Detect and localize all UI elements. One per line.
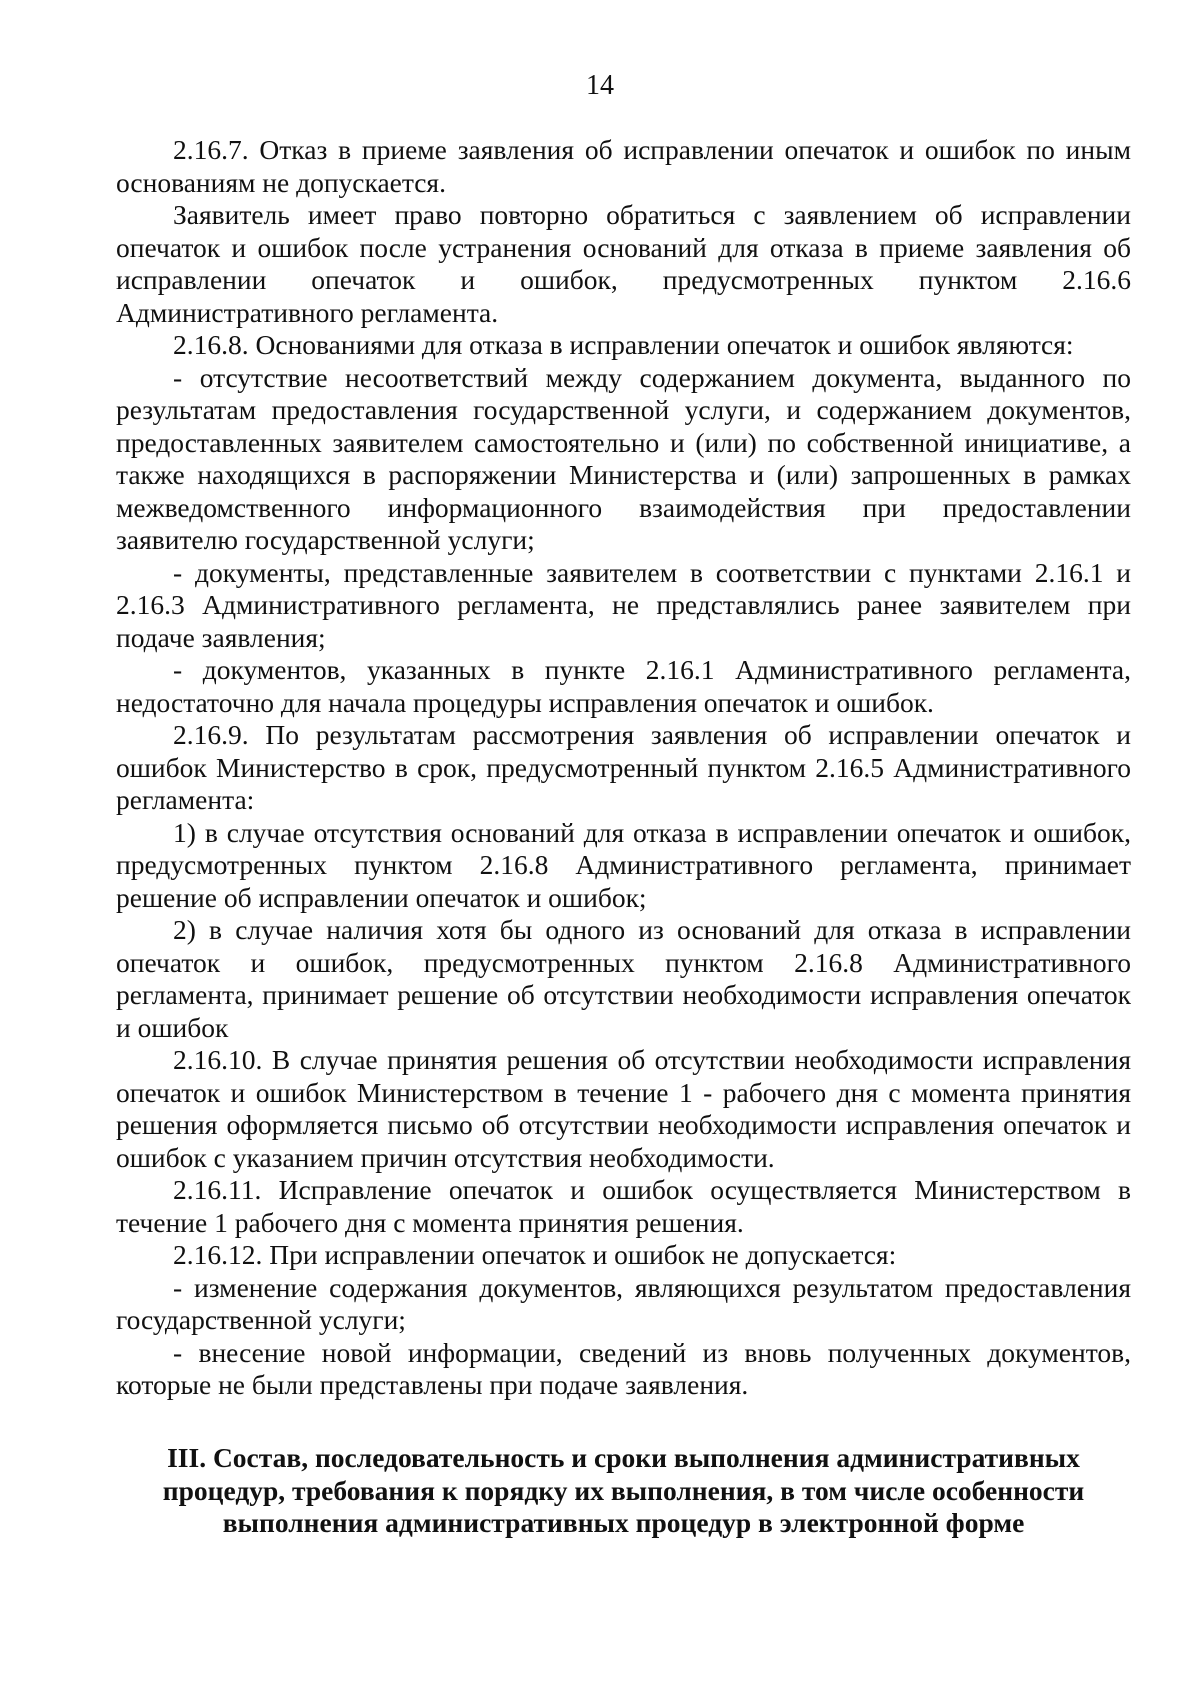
paragraph-2-16-8: 2.16.8. Основаниями для отказа в исправлении опечаток и ошибок являются: xyxy=(173,329,1074,360)
list-item-no-discrepancies: - отсутствие несоответствий между содержанием документа, выданного по результатам предоставления государственной услуги, и содержанием документов, предоставленных заявителем самостоятельно и (или) по собственной инициативе, а также находящихся в распоряжении Министерства и (или) запрошенных в рамках межведомственного информационного взаимодействия при предоставлении заявителю государственной услуги; xyxy=(116,361,1131,555)
section-heading-line: выполнения административных процедур в электронной форме xyxy=(222,1507,1025,1538)
document-body xyxy=(116,134,1131,1402)
paragraph-2-16-9: 2.16.9. По результатам рассмотрения заявления об исправлении опечаток и ошибок Министерство в срок, предусмотренный пунктом 2.16.5 Административного регламента: xyxy=(116,719,1131,815)
list-item-insufficient-documents: - документов, указанных в пункте 2.16.1 Административного регламента, недостаточно для начала процедуры исправления опечаток и ошибок. xyxy=(116,654,1131,718)
paragraph-2-16-11: 2.16.11. Исправление опечаток и ошибок осуществляется Министерством в течение 1 рабочего дня с момента принятия решения. xyxy=(116,1174,1131,1238)
paragraph-2-16-7: 2.16.7. Отказ в приеме заявления об исправлении опечаток и ошибок по иным основаниям не допускается. xyxy=(116,134,1131,198)
section-heading xyxy=(116,1442,1131,1540)
paragraph-2-16-10: 2.16.10. В случае принятия решения об отсутствии необходимости исправления опечаток и ошибок Министерством в течение 1 - рабочего дня с момента принятия решения оформляется письмо об отсутствии необходимости исправления опечаток и ошибок с указанием причин отсутствия необходимости. xyxy=(116,1044,1131,1173)
list-item-decision-correct: 1) в случае отсутствия оснований для отказа в исправлении опечаток и ошибок, предусмотренных пунктом 2.16.8 Административного регламента, принимает решение об исправлении опечаток и ошибок; xyxy=(116,816,1131,913)
section-heading-line: процедур, требования к порядку их выполнения, в том числе особенности xyxy=(162,1474,1085,1506)
list-item-new-information: - внесение новой информации, сведений из вновь полученных документов, которые не были представлены при подаче заявления. xyxy=(116,1336,1131,1400)
page-number: 14 xyxy=(586,70,614,101)
list-item-decision-no-correction: 2) в случае наличия хотя бы одного из оснований для отказа в исправлении опечаток и ошибок, предусмотренных пунктом 2.16.8 Административного регламента, принимает решение об отсутствии необходимости исправления опечаток и ошибок xyxy=(116,914,1131,1043)
paragraph-reapply-right: Заявитель имеет право повторно обратиться с заявлением об исправлении опечаток и ошибок после устранения оснований для отказа в приеме заявления об исправлении опечаток и ошибок, предусмотренных пунктом 2.16.6 Административного регламента. xyxy=(116,199,1131,328)
list-item-documents-not-submitted: - документы, представленные заявителем в соответствии с пунктами 2.16.1 и 2.16.3 Административного регламента, не представлялись ранее заявителем при подаче заявления; xyxy=(116,556,1131,653)
list-item-content-change: - изменение содержания документов, являющихся результатом предоставления государственной услуги; xyxy=(116,1271,1131,1335)
section-heading-line: III. Состав, последовательность и сроки выполнения административных xyxy=(167,1442,1080,1473)
paragraph-2-16-12: 2.16.12. При исправлении опечаток и ошибок не допускается: xyxy=(173,1239,897,1270)
